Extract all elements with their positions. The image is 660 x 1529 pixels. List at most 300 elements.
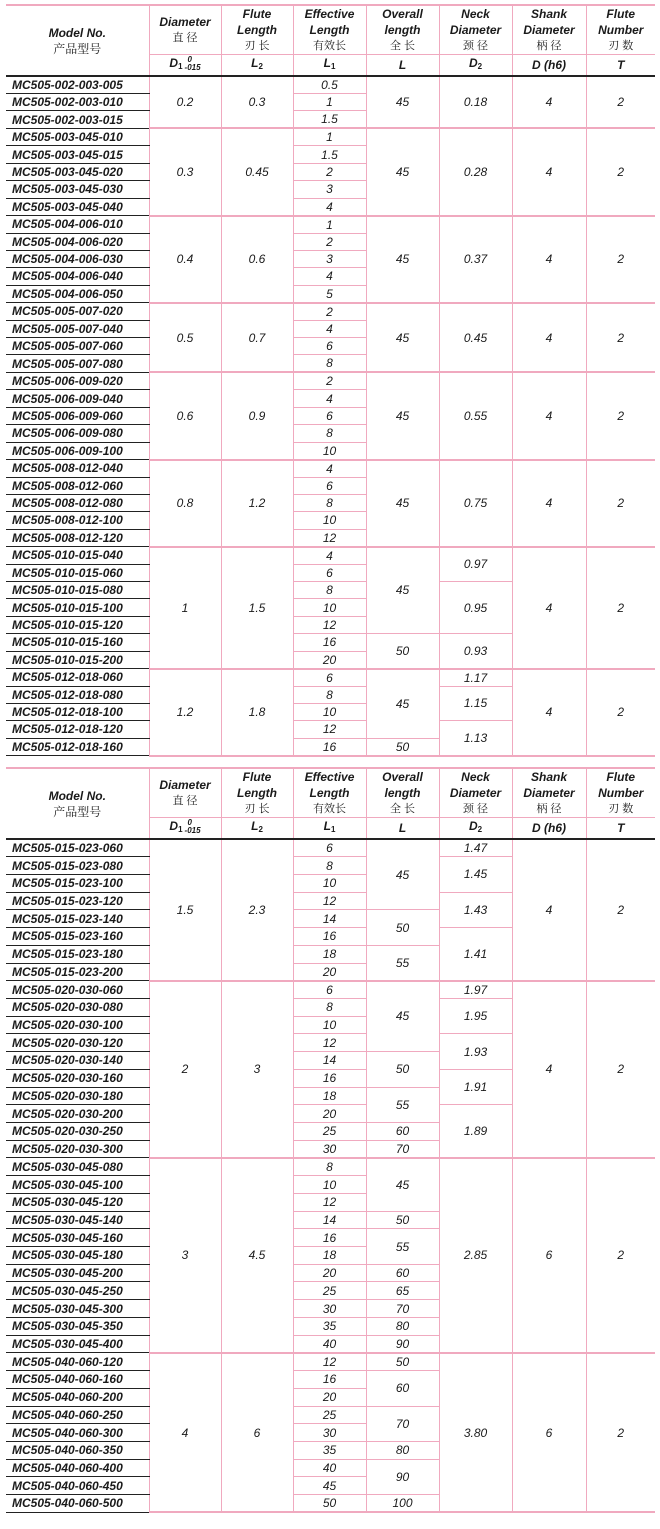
- header-diameter: [149, 6, 221, 55]
- model-number: MC505-040-060-250: [6, 1406, 149, 1424]
- flute-length-value: 1.2: [221, 460, 293, 547]
- model-number: MC505-010-015-080: [6, 582, 149, 599]
- model-number: MC505-008-012-060: [6, 477, 149, 494]
- model-number: MC505-006-009-040: [6, 390, 149, 407]
- effective-length-value: 30: [293, 1140, 366, 1158]
- shank-diameter-value: 4: [512, 76, 586, 128]
- effective-length-value: 14: [293, 910, 366, 928]
- table-row: [6, 128, 655, 146]
- header-flute-length: [221, 6, 293, 55]
- model-number: MC505-010-015-040: [6, 547, 149, 565]
- model-number: MC505-020-030-080: [6, 998, 149, 1016]
- shank-diameter-value: 4: [512, 981, 586, 1158]
- effective-length-value: 1: [293, 94, 366, 111]
- effective-length-value: 10: [293, 1016, 366, 1034]
- model-number: MC505-015-023-080: [6, 857, 149, 875]
- shank-diameter-value: 6: [512, 1158, 586, 1353]
- flute-number-value: 2: [586, 460, 655, 547]
- model-number: MC505-012-018-060: [6, 669, 149, 687]
- overall-length-value: 80: [366, 1317, 439, 1335]
- symbol-neck-diameter: $D_2$: [439, 818, 512, 840]
- symbol-shank-diameter: [512, 818, 586, 840]
- table-row: [6, 303, 655, 321]
- overall-length-value: 100: [366, 1495, 439, 1513]
- symbol-overall-length-text: L: [398, 821, 407, 835]
- effective-length-value: 8: [293, 355, 366, 373]
- model-number: MC505-020-030-120: [6, 1034, 149, 1052]
- effective-length-value: 14: [293, 1052, 366, 1070]
- header-effective-length: [293, 6, 366, 55]
- diameter-value: 0.8: [149, 460, 221, 547]
- overall-length-value: 50: [366, 1353, 439, 1371]
- neck-diameter-value: 0.75: [439, 460, 512, 547]
- effective-length-value: 8: [293, 857, 366, 875]
- header-flute-number: [586, 769, 655, 818]
- flute-length-value: 1.8: [221, 669, 293, 756]
- model-number: MC505-030-045-100: [6, 1176, 149, 1194]
- neck-diameter-value: 1.95: [439, 998, 512, 1033]
- spec-table-1: [6, 6, 655, 757]
- header-model-en: Model No.: [48, 25, 106, 40]
- flute-number-value: 2: [586, 128, 655, 215]
- effective-length-value: 12: [293, 1193, 366, 1211]
- header-effective-length: [293, 769, 366, 818]
- header-flute-length-en2: Length: [237, 786, 277, 800]
- header-model-cn: 产品型号: [53, 804, 102, 819]
- model-number: MC505-015-023-100: [6, 874, 149, 892]
- flute-number-value: 2: [586, 1158, 655, 1353]
- table-row: [6, 669, 655, 687]
- diameter-value: 0.6: [149, 372, 221, 459]
- table-row: [6, 839, 655, 857]
- neck-diameter-value: 1.89: [439, 1105, 512, 1158]
- shank-diameter-value: 4: [512, 216, 586, 303]
- neck-diameter-value: 1.15: [439, 686, 512, 721]
- effective-length-value: 16: [293, 1069, 366, 1087]
- effective-length-value: 20: [293, 1388, 366, 1406]
- model-number: MC505-005-007-020: [6, 303, 149, 321]
- symbol-shank-diameter-text: D (h6): [532, 58, 566, 72]
- header-flute-length-en1: Flute: [242, 770, 272, 784]
- model-number: MC505-003-045-015: [6, 146, 149, 163]
- effective-length-value: 30: [293, 1300, 366, 1318]
- effective-length-value: 4: [293, 460, 366, 478]
- overall-length-value: 70: [366, 1300, 439, 1318]
- effective-length-value: 16: [293, 928, 366, 946]
- effective-length-value: 1.5: [293, 146, 366, 163]
- effective-length-value: 50: [293, 1495, 366, 1513]
- effective-length-value: 20: [293, 963, 366, 981]
- symbol-effective-length: $L_1$: [293, 55, 366, 77]
- effective-length-value: 1: [293, 128, 366, 146]
- table-row: [6, 216, 655, 234]
- symbol-neck-diameter: $D_2$: [439, 55, 512, 77]
- model-number: MC505-040-060-300: [6, 1424, 149, 1442]
- header-diameter-cn: 直 径: [172, 32, 198, 44]
- header-shank-diameter: [512, 769, 586, 818]
- model-number: MC505-020-030-200: [6, 1105, 149, 1123]
- neck-diameter-value: 0.95: [439, 582, 512, 634]
- model-number: MC505-020-030-140: [6, 1052, 149, 1070]
- effective-length-value: 45: [293, 1477, 366, 1495]
- effective-length-value: 6: [293, 407, 366, 424]
- effective-length-value: 1: [293, 216, 366, 234]
- flute-number-value: 2: [586, 76, 655, 128]
- tolerance-lower: -015: [184, 825, 201, 835]
- effective-length-value: 12: [293, 892, 366, 910]
- effective-length-value: 8: [293, 1158, 366, 1176]
- model-number: MC505-002-003-005: [6, 76, 149, 94]
- table-row: [6, 1158, 655, 1176]
- diameter-value: 1: [149, 547, 221, 669]
- model-number: MC505-010-015-100: [6, 599, 149, 616]
- flute-length-value: 0.3: [221, 76, 293, 128]
- effective-length-value: 12: [293, 1353, 366, 1371]
- effective-length-value: 2: [293, 163, 366, 180]
- header-overall-length: [366, 6, 439, 55]
- flute-length-value: 2.3: [221, 839, 293, 981]
- tolerance-lower: -015: [184, 62, 201, 72]
- diameter-value: 2: [149, 981, 221, 1158]
- header-effective-length-en2: Length: [309, 23, 350, 37]
- effective-length-value: 6: [293, 839, 366, 857]
- overall-length-value: 50: [366, 634, 439, 669]
- model-number: MC505-004-006-030: [6, 250, 149, 267]
- header-neck-diameter-en1: Neck: [461, 770, 490, 784]
- neck-diameter-value: 0.45: [439, 303, 512, 373]
- model-number: MC505-040-060-120: [6, 1353, 149, 1371]
- symbol-shank-diameter: [512, 55, 586, 77]
- flute-number-value: 2: [586, 303, 655, 373]
- table-row: [6, 76, 655, 94]
- header-shank-diameter-en2: Diameter: [523, 23, 575, 37]
- effective-length-value: 14: [293, 1211, 366, 1229]
- model-number: MC505-030-045-400: [6, 1335, 149, 1353]
- overall-length-value: 45: [366, 216, 439, 303]
- model-number: MC505-020-030-060: [6, 981, 149, 999]
- header-neck-diameter-en2: Diameter: [449, 786, 502, 800]
- model-number: MC505-040-060-500: [6, 1495, 149, 1513]
- effective-length-value: 4: [293, 390, 366, 407]
- neck-diameter-value: 3.80: [439, 1353, 512, 1512]
- table-row: [6, 981, 655, 999]
- header-flute-length-en2: Length: [237, 23, 277, 37]
- overall-length-value: 45: [366, 460, 439, 547]
- model-number: MC505-002-003-010: [6, 94, 149, 111]
- overall-length-value: 60: [366, 1371, 439, 1406]
- model-number: MC505-030-045-080: [6, 1158, 149, 1176]
- effective-length-value: 6: [293, 981, 366, 999]
- effective-length-value: 6: [293, 669, 366, 687]
- neck-diameter-value: 1.93: [439, 1034, 512, 1069]
- model-number: MC505-015-023-060: [6, 839, 149, 857]
- model-number: MC505-030-045-180: [6, 1247, 149, 1265]
- overall-length-value: 55: [366, 1229, 439, 1264]
- flute-number-value: 2: [586, 372, 655, 459]
- symbol-d1: [149, 55, 221, 77]
- effective-length-value: 10: [293, 874, 366, 892]
- model-number: MC505-015-023-200: [6, 963, 149, 981]
- overall-length-value: 65: [366, 1282, 439, 1300]
- diameter-value: 4: [149, 1353, 221, 1512]
- neck-diameter-value: 0.55: [439, 372, 512, 459]
- model-number: MC505-030-045-300: [6, 1300, 149, 1318]
- header-overall-length: [366, 769, 439, 818]
- header-flute-number-en1: Flute: [606, 7, 636, 21]
- model-number: MC505-015-023-140: [6, 910, 149, 928]
- header-diameter: [149, 769, 221, 818]
- model-number: MC505-004-006-050: [6, 285, 149, 303]
- header-diameter-en: Diameter: [159, 778, 211, 792]
- diameter-value: 0.4: [149, 216, 221, 303]
- symbol-shank-diameter-text: D (h6): [532, 821, 566, 835]
- flute-number-value: 2: [586, 1353, 655, 1512]
- effective-length-value: 4: [293, 198, 366, 216]
- header-shank-diameter-cn: 柄 径: [536, 40, 562, 52]
- tolerance-upper: 0: [187, 54, 192, 64]
- header-flute-length-cn: 刃 长: [244, 803, 270, 815]
- header-flute-number-en2: Number: [598, 23, 644, 37]
- header-shank-diameter-en2: Diameter: [523, 786, 575, 800]
- model-number: MC505-010-015-120: [6, 616, 149, 633]
- overall-length-value: 60: [366, 1123, 439, 1141]
- spec-table-2: [6, 769, 655, 1513]
- overall-length-value: 80: [366, 1441, 439, 1459]
- model-number: MC505-003-045-010: [6, 128, 149, 146]
- model-number: MC505-040-060-350: [6, 1441, 149, 1459]
- overall-length-value: 55: [366, 1087, 439, 1122]
- effective-length-value: 12: [293, 1034, 366, 1052]
- header-flute-length: [221, 769, 293, 818]
- header-shank-diameter-en1: Shank: [530, 7, 567, 21]
- overall-length-value: 45: [366, 839, 439, 910]
- effective-length-value: 1.5: [293, 111, 366, 129]
- shank-diameter-value: 4: [512, 460, 586, 547]
- effective-length-value: 20: [293, 651, 366, 669]
- flute-number-value: 2: [586, 216, 655, 303]
- model-number: MC505-005-007-060: [6, 338, 149, 355]
- symbol-flute-number: [586, 818, 655, 840]
- model-number: MC505-015-023-180: [6, 945, 149, 963]
- model-number: MC505-040-060-400: [6, 1459, 149, 1477]
- model-number: MC505-015-023-120: [6, 892, 149, 910]
- tolerance-upper: 0: [187, 817, 192, 827]
- model-number: MC505-020-030-250: [6, 1123, 149, 1141]
- table-row: [6, 547, 655, 565]
- model-number: MC505-020-030-180: [6, 1087, 149, 1105]
- overall-length-value: 45: [366, 981, 439, 1052]
- model-number: MC505-006-009-020: [6, 372, 149, 390]
- model-number: MC505-005-007-080: [6, 355, 149, 373]
- symbol-flute-number: [586, 55, 655, 77]
- neck-diameter-value: 0.97: [439, 547, 512, 582]
- diameter-value: 0.5: [149, 303, 221, 373]
- neck-diameter-value: 1.91: [439, 1069, 512, 1104]
- symbol-effective-length: $L_1$: [293, 818, 366, 840]
- effective-length-value: 4: [293, 268, 366, 285]
- effective-length-value: 3: [293, 250, 366, 267]
- model-number: MC505-003-045-020: [6, 163, 149, 180]
- shank-diameter-value: 6: [512, 1353, 586, 1512]
- symbol-flute-length: $L_2$: [221, 55, 293, 77]
- overall-length-value: 70: [366, 1140, 439, 1158]
- flute-length-value: 0.9: [221, 372, 293, 459]
- effective-length-value: 30: [293, 1424, 366, 1442]
- model-number: MC505-006-009-100: [6, 442, 149, 460]
- neck-diameter-value: 2.85: [439, 1158, 512, 1353]
- model-number: MC505-008-012-080: [6, 494, 149, 511]
- overall-length-value: 45: [366, 303, 439, 373]
- overall-length-value: 45: [366, 128, 439, 215]
- header-flute-length-en1: Flute: [242, 7, 272, 21]
- effective-length-value: 10: [293, 442, 366, 460]
- header-effective-length-en1: Effective: [304, 770, 355, 784]
- overall-length-value: 45: [366, 669, 439, 739]
- effective-length-value: 12: [293, 529, 366, 547]
- effective-length-value: 35: [293, 1317, 366, 1335]
- model-number: MC505-004-006-040: [6, 268, 149, 285]
- symbol-flute-number-text: T: [617, 58, 625, 72]
- header-neck-diameter-en2: Diameter: [449, 23, 502, 37]
- model-number: MC505-030-045-140: [6, 1211, 149, 1229]
- table-row: [6, 1353, 655, 1371]
- effective-length-value: 8: [293, 998, 366, 1016]
- model-number: MC505-040-060-200: [6, 1388, 149, 1406]
- shank-diameter-value: 4: [512, 547, 586, 669]
- header-flute-number-cn: 刃 数: [608, 40, 634, 52]
- neck-diameter-value: 1.97: [439, 981, 512, 999]
- model-number: MC505-012-018-100: [6, 703, 149, 720]
- shank-diameter-value: 4: [512, 303, 586, 373]
- header-effective-length-en2: Length: [309, 786, 350, 800]
- model-number: MC505-008-012-040: [6, 460, 149, 478]
- model-number: MC505-040-060-160: [6, 1371, 149, 1389]
- model-number: MC505-040-060-450: [6, 1477, 149, 1495]
- model-number: MC505-006-009-080: [6, 425, 149, 442]
- overall-length-value: 55: [366, 945, 439, 980]
- effective-length-value: 4: [293, 320, 366, 337]
- effective-length-value: 12: [293, 616, 366, 633]
- flute-length-value: 0.45: [221, 128, 293, 215]
- header-effective-length-cn: 有效长: [313, 40, 346, 52]
- model-number: MC505-030-045-160: [6, 1229, 149, 1247]
- header-overall-length-cn: 全 长: [389, 803, 416, 815]
- neck-diameter-value: 1.17: [439, 669, 512, 687]
- diameter-value: 0.3: [149, 128, 221, 215]
- effective-length-value: 5: [293, 285, 366, 303]
- effective-length-value: 25: [293, 1406, 366, 1424]
- header-overall-length-en1: Overall: [382, 7, 423, 21]
- overall-length-value: 70: [366, 1406, 439, 1441]
- overall-length-value: 45: [366, 547, 439, 634]
- overall-length-value: 50: [366, 738, 439, 756]
- header-model-en: Model No.: [48, 788, 106, 803]
- header-flute-number-en1: Flute: [606, 770, 636, 784]
- symbol-overall-length-text: L: [398, 58, 407, 72]
- model-number: MC505-006-009-060: [6, 407, 149, 424]
- overall-length-value: 45: [366, 76, 439, 128]
- header-overall-length-en1: Overall: [382, 770, 423, 784]
- symbol-d1-subscript: 1: [178, 62, 183, 71]
- effective-length-value: 10: [293, 703, 366, 720]
- header-diameter-en: Diameter: [159, 15, 211, 29]
- effective-length-value: 10: [293, 599, 366, 616]
- overall-length-value: 50: [366, 910, 439, 945]
- header-flute-number-cn: 刃 数: [608, 803, 634, 815]
- flute-length-value: 3: [221, 981, 293, 1158]
- neck-diameter-value: 1.41: [439, 928, 512, 981]
- effective-length-value: 8: [293, 582, 366, 599]
- model-number: MC505-020-030-160: [6, 1069, 149, 1087]
- overall-length-value: 50: [366, 1211, 439, 1229]
- effective-length-value: 2: [293, 233, 366, 250]
- header-overall-length-en2: length: [384, 786, 421, 800]
- model-number: MC505-010-015-200: [6, 651, 149, 669]
- effective-length-value: 3: [293, 181, 366, 198]
- effective-length-value: 18: [293, 1087, 366, 1105]
- header-neck-diameter-cn: 颈 径: [462, 803, 489, 815]
- diameter-tolerance: [185, 56, 201, 72]
- symbol-d1-subscript: 1: [178, 825, 183, 834]
- header-overall-length-cn: 全 长: [389, 40, 416, 52]
- model-number: MC505-030-045-250: [6, 1282, 149, 1300]
- diameter-value: 1.5: [149, 839, 221, 981]
- effective-length-value: 18: [293, 1247, 366, 1265]
- symbol-flute-length: $L_2$: [221, 818, 293, 840]
- effective-length-value: 20: [293, 1105, 366, 1123]
- shank-diameter-value: 4: [512, 372, 586, 459]
- header-shank-diameter: [512, 6, 586, 55]
- header-neck-diameter: [439, 6, 512, 55]
- model-number: MC505-005-007-040: [6, 320, 149, 337]
- flute-number-value: 2: [586, 981, 655, 1158]
- effective-length-value: 6: [293, 477, 366, 494]
- header-neck-diameter: [439, 769, 512, 818]
- effective-length-value: 6: [293, 338, 366, 355]
- symbol-overall-length: [366, 55, 439, 77]
- effective-length-value: 8: [293, 494, 366, 511]
- effective-length-value: 4: [293, 547, 366, 565]
- model-number: MC505-004-006-020: [6, 233, 149, 250]
- effective-length-value: 6: [293, 564, 366, 581]
- diameter-value: 0.2: [149, 76, 221, 128]
- model-number: MC505-010-015-160: [6, 634, 149, 651]
- symbol-d1: [149, 818, 221, 840]
- overall-length-value: 90: [366, 1459, 439, 1494]
- effective-length-value: 35: [293, 1441, 366, 1459]
- model-number: MC505-003-045-040: [6, 198, 149, 216]
- effective-length-value: 25: [293, 1123, 366, 1141]
- model-number: MC505-012-018-080: [6, 686, 149, 703]
- header-flute-number: [586, 6, 655, 55]
- model-number: MC505-015-023-160: [6, 928, 149, 946]
- flute-length-value: 0.7: [221, 303, 293, 373]
- model-number: MC505-012-018-160: [6, 738, 149, 756]
- overall-length-value: 45: [366, 372, 439, 459]
- effective-length-value: 8: [293, 425, 366, 442]
- header-overall-length-en2: length: [384, 23, 421, 37]
- effective-length-value: 2: [293, 303, 366, 321]
- flute-number-value: 2: [586, 839, 655, 981]
- flute-length-value: 0.6: [221, 216, 293, 303]
- model-number: MC505-004-006-010: [6, 216, 149, 234]
- header-diameter-cn: 直 径: [172, 795, 198, 807]
- effective-length-value: 40: [293, 1459, 366, 1477]
- model-number: MC505-012-018-120: [6, 721, 149, 738]
- table-row: [6, 372, 655, 390]
- effective-length-value: 0.5: [293, 76, 366, 94]
- model-number: MC505-030-045-350: [6, 1317, 149, 1335]
